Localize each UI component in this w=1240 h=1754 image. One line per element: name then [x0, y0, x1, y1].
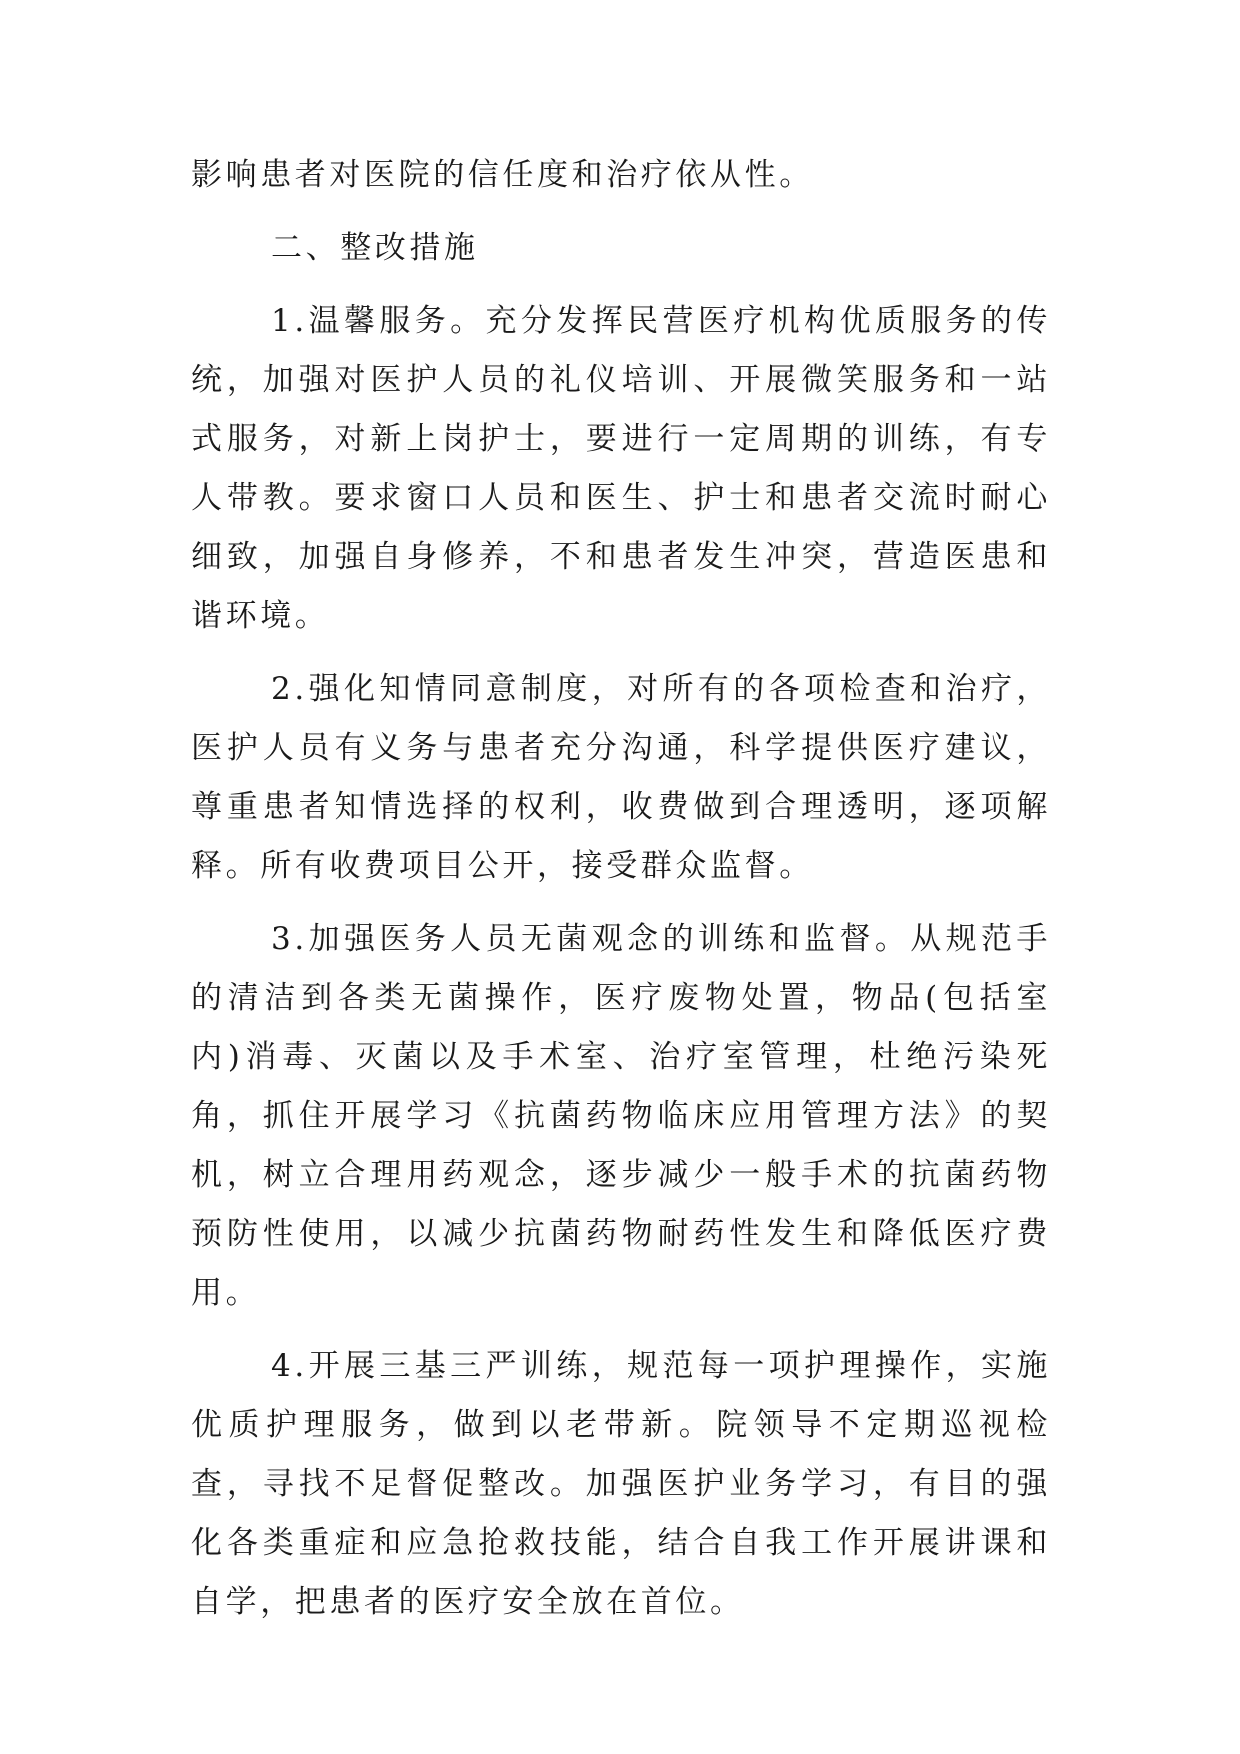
- document-body: [191, 146, 1051, 1632]
- paragraph-item-4: 4.开展三基三严训练，规范每一项护理操作，实施优质护理服务，做到以老带新。院领导不定期巡视检查，寻找不足督促整改。加强医护业务学习，有目的强化各类重症和应急抢救技能，结合自我工作开展讲课和自学，把患者的医疗安全放在首位。: [191, 1348, 1051, 1620]
- paragraph-item-2: 2.强化知情同意制度，对所有的各项检查和治疗，医护人员有义务与患者充分沟通，科学提供医疗建议，尊重患者知情选择的权利，收费做到合理透明，逐项解释。所有收费项目公开，接受群众监督。: [191, 671, 1051, 884]
- section-heading: 二、整改措施: [271, 230, 479, 266]
- paragraph-continuation: 影响患者对医院的信任度和治疗依从性。: [191, 157, 814, 193]
- paragraph-item-3: 3.加强医务人员无菌观念的训练和监督。从规范手的清洁到各类无菌操作，医疗废物处置，物品(包括室内)消毒、灭菌以及手术室、治疗室管理，杜绝污染死角，抓住开展学习《抗菌药物临床应用管理方法》的契机，树立合理用药观念，逐步减少一般手术的抗菌药物预防性使用，以减少抗菌药物耐药性发生和降低医疗费用。: [191, 921, 1051, 1311]
- paragraph-item-1: 1.温馨服务。充分发挥民营医疗机构优质服务的传统，加强对医护人员的礼仪培训、开展微笑服务和一站式服务，对新上岗护士，要进行一定周期的训练，有专人带教。要求窗口人员和医生、护士和患者交流时耐心细致，加强自身修养，不和患者发生冲突，营造医患和谐环境。: [191, 303, 1051, 634]
